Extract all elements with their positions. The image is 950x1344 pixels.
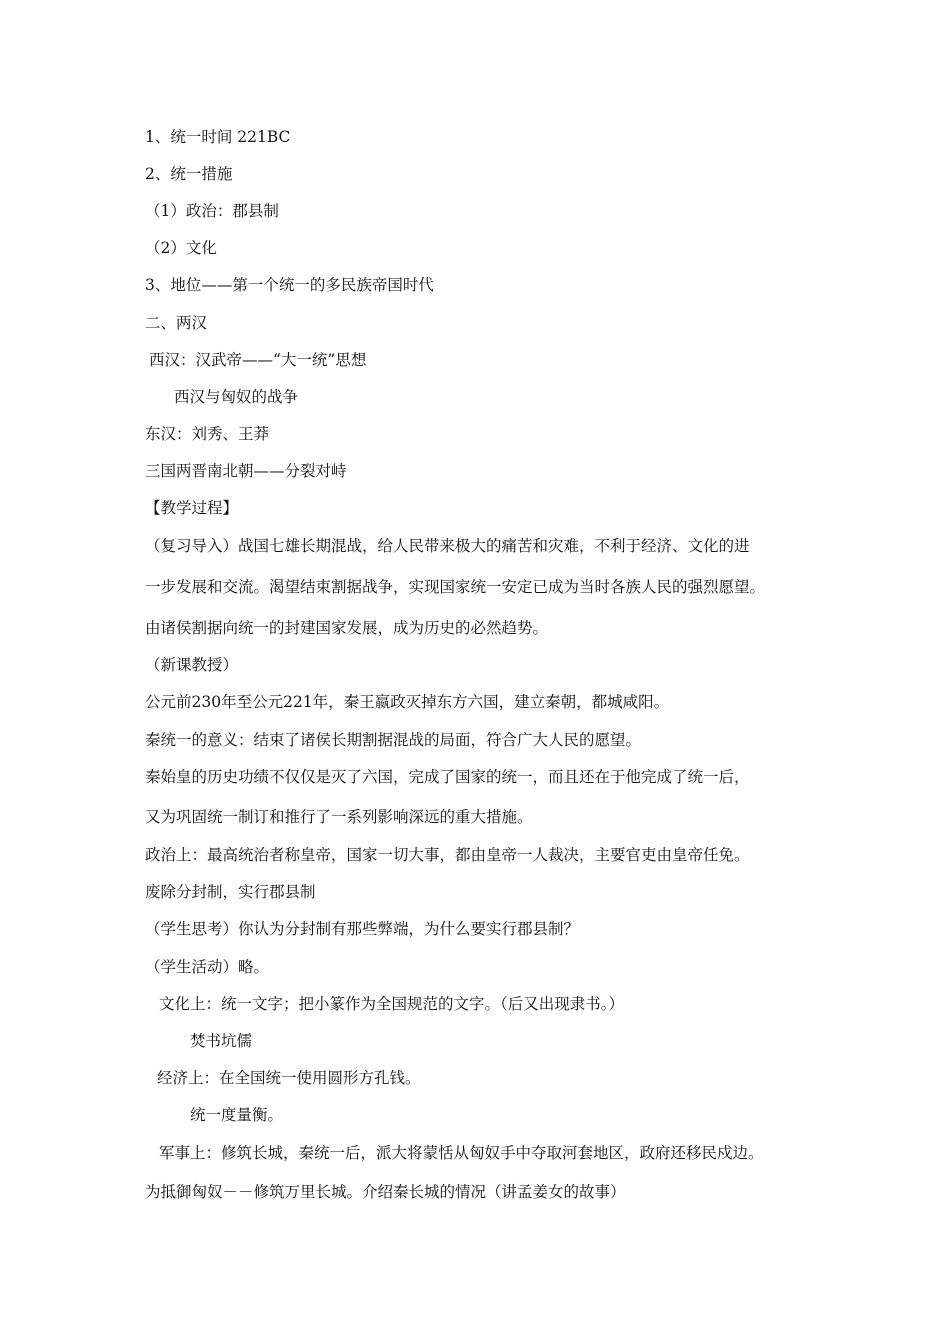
text-line: 军事上：修筑长城，秦统一后，派大将蒙恬从匈奴手中夺取河套地区，政府还移民戍边。 <box>159 1144 764 1162</box>
text-line: 西汉与匈奴的战争 <box>174 388 299 406</box>
text-line: 东汉：刘秀、王莽 <box>145 425 270 443</box>
paragraph-line: 一步发展和交流。渴望结束割据战争，实现国家统一安定已成为当时各族人民的强烈愿望。 <box>145 578 766 596</box>
text-line: 经济上：在全国统一使用圆形方孔钱。 <box>157 1069 421 1087</box>
text-line: 3、地位——第一个统一的多民族帝国时代 <box>145 276 434 294</box>
section-heading: 二、两汉 <box>145 314 208 332</box>
text-line: 废除分封制，实行郡县制 <box>145 883 316 901</box>
text-line: 为抵御匈奴－－修筑万里长城。介绍秦长城的情况（讲孟姜女的故事） <box>145 1183 626 1201</box>
paragraph-line: 由诸侯割据向统一的封建国家发展，成为历史的必然趋势。 <box>145 619 549 637</box>
text-line: 公元前230年至公元221年，秦王嬴政灭掉东方六国，建立秦朝，都城咸阳。 <box>145 693 670 711</box>
text-line: 1、统一时间 221BC <box>145 128 291 146</box>
text-line: （新课教授） <box>145 656 239 674</box>
text-line: （学生思考）你认为分封制有那些弊端，为什么要实行郡县制？ <box>145 920 580 938</box>
text-line: （学生活动）略。 <box>145 958 270 976</box>
text-line: 政治上：最高统治者称皇帝，国家一切大事，都由皇帝一人裁决，主要官吏由皇帝任免。 <box>145 846 750 864</box>
text-line: （2）文化 <box>145 239 217 257</box>
text-line: 秦统一的意义：结束了诸侯长期割据混战的局面，符合广大人民的愿望。 <box>145 731 642 749</box>
text-line: 文化上：统一文字；把小篆作为全国规范的文字。（后又出现隶书。） <box>159 995 625 1013</box>
text-line: 统一度量衡。 <box>190 1106 284 1124</box>
text-line: 西汉：汉武帝——“大一统”思想 <box>149 351 367 369</box>
paragraph-line: 秦始皇的历史功绩不仅仅是灭了六国，完成了国家的统一，而且还在于他完成了统一后， <box>145 768 750 786</box>
paragraph-line: 又为巩固统一制订和推行了一系列影响深远的重大措施。 <box>145 808 533 826</box>
text-line: 三国两晋南北朝——分裂对峙 <box>145 462 347 480</box>
text-line: 焚书坑儒 <box>190 1032 253 1050</box>
text-line: （1）政治：郡县制 <box>145 202 279 220</box>
section-heading: 【教学过程】 <box>145 499 239 517</box>
paragraph-line: （复习导入）战国七雄长期混战，给人民带来极大的痛苦和灾难，不利于经济、文化的进 <box>145 537 750 555</box>
text-line: 2、统一措施 <box>145 165 233 183</box>
